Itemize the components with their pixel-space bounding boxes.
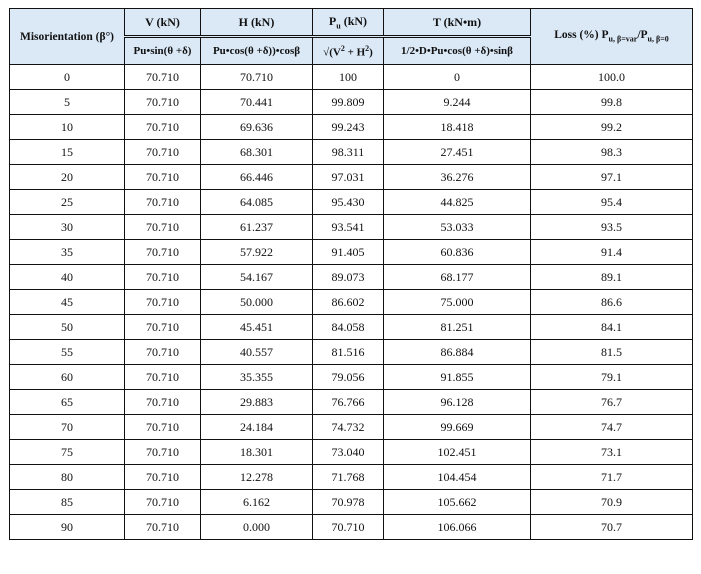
cell-misorientation: 10: [10, 115, 125, 140]
cell-t: 9.244: [384, 90, 531, 115]
cell-h: 0.000: [201, 515, 313, 540]
cell-h: 68.301: [201, 140, 313, 165]
cell-t: 102.451: [384, 440, 531, 465]
cell-v: 70.710: [125, 265, 201, 290]
cell-v: 70.710: [125, 490, 201, 515]
cell-pu: 93.541: [313, 215, 384, 240]
cell-misorientation: 70: [10, 415, 125, 440]
cell-misorientation: 80: [10, 465, 125, 490]
cell-t: 91.855: [384, 365, 531, 390]
header-pu-subscript: u: [336, 21, 341, 31]
header-loss-divider: /P: [637, 29, 648, 42]
cell-loss: 95.4: [531, 190, 693, 215]
cell-pu: 73.040: [313, 440, 384, 465]
cell-h: 70.441: [201, 90, 313, 115]
cell-misorientation: 60: [10, 365, 125, 390]
table-row: [10, 190, 693, 215]
cell-loss: 71.7: [531, 465, 693, 490]
cell-v: 70.710: [125, 290, 201, 315]
cell-t: 86.884: [384, 340, 531, 365]
table-row: [10, 65, 693, 90]
cell-pu: 84.058: [313, 315, 384, 340]
cell-t: 96.128: [384, 390, 531, 415]
header-v: V (kN): [125, 9, 201, 37]
cell-t: 36.276: [384, 165, 531, 190]
cell-loss: 70.9: [531, 490, 693, 515]
cell-pu: 86.602: [313, 290, 384, 315]
cell-t: 99.669: [384, 415, 531, 440]
formula-v: Pu•sin(θ +δ): [125, 37, 201, 65]
cell-t: 105.662: [384, 490, 531, 515]
cell-t: 0: [384, 65, 531, 90]
cell-misorientation: 15: [10, 140, 125, 165]
cell-h: 57.922: [201, 240, 313, 265]
cell-v: 70.710: [125, 340, 201, 365]
cell-h: 29.883: [201, 390, 313, 415]
cell-misorientation: 85: [10, 490, 125, 515]
header-pu: [313, 9, 384, 37]
formula-pu-pre: √(V: [323, 46, 341, 59]
cell-pu: 81.516: [313, 340, 384, 365]
cell-v: 70.710: [125, 90, 201, 115]
cell-pu: 70.710: [313, 515, 384, 540]
cell-loss: 81.5: [531, 340, 693, 365]
cell-pu: 76.766: [313, 390, 384, 415]
cell-loss: 86.6: [531, 290, 693, 315]
table-container: [9, 8, 693, 540]
table-row: [10, 465, 693, 490]
cell-misorientation: 55: [10, 340, 125, 365]
table-row: [10, 115, 693, 140]
cell-pu: 74.732: [313, 415, 384, 440]
header-loss-subscript-2: u, β=0: [647, 34, 669, 44]
table-row: [10, 240, 693, 265]
table-row: [10, 290, 693, 315]
cell-loss: 100.0: [531, 65, 693, 90]
cell-pu: 99.243: [313, 115, 384, 140]
cell-loss: 89.1: [531, 265, 693, 290]
cell-v: 70.710: [125, 190, 201, 215]
cell-loss: 97.1: [531, 165, 693, 190]
cell-v: 70.710: [125, 315, 201, 340]
table-row: [10, 165, 693, 190]
cell-t: 44.825: [384, 190, 531, 215]
cell-pu: 89.073: [313, 265, 384, 290]
cell-v: 70.710: [125, 165, 201, 190]
cell-misorientation: 75: [10, 440, 125, 465]
formula-pu-exp-1: 2: [340, 43, 345, 53]
cell-pu: 79.056: [313, 365, 384, 390]
table-row: [10, 140, 693, 165]
cell-t: 81.251: [384, 315, 531, 340]
cell-pu: 70.978: [313, 490, 384, 515]
cell-v: 70.710: [125, 115, 201, 140]
cell-pu: 98.311: [313, 140, 384, 165]
table-row: [10, 215, 693, 240]
cell-h: 66.446: [201, 165, 313, 190]
cell-misorientation: 0: [10, 65, 125, 90]
cell-t: 18.418: [384, 115, 531, 140]
header-pu-unit: (kN): [340, 13, 368, 28]
cell-loss: 70.7: [531, 515, 693, 540]
cell-v: 70.710: [125, 440, 201, 465]
table-body: [10, 65, 693, 540]
header-t: T (kN•m): [384, 9, 531, 37]
table-row: [10, 440, 693, 465]
cell-pu: 100: [313, 65, 384, 90]
cell-v: 70.710: [125, 240, 201, 265]
table-row: [10, 515, 693, 540]
cell-v: 70.710: [125, 515, 201, 540]
cell-misorientation: 35: [10, 240, 125, 265]
cell-misorientation: 30: [10, 215, 125, 240]
cell-misorientation: 90: [10, 515, 125, 540]
table-row: [10, 90, 693, 115]
cell-h: 40.557: [201, 340, 313, 365]
header-loss-prefix: Loss (%) P: [554, 29, 609, 42]
cell-loss: 79.1: [531, 365, 693, 390]
cell-misorientation: 50: [10, 315, 125, 340]
cell-misorientation: 20: [10, 165, 125, 190]
table-row: [10, 340, 693, 365]
cell-loss: 99.2: [531, 115, 693, 140]
cell-t: 60.836: [384, 240, 531, 265]
cell-t: 68.177: [384, 265, 531, 290]
cell-misorientation: 25: [10, 190, 125, 215]
cell-v: 70.710: [125, 390, 201, 415]
cell-misorientation: 5: [10, 90, 125, 115]
cell-pu: 97.031: [313, 165, 384, 190]
cell-v: 70.710: [125, 465, 201, 490]
cell-misorientation: 40: [10, 265, 125, 290]
table-row: [10, 490, 693, 515]
cell-h: 6.162: [201, 490, 313, 515]
table-row: [10, 390, 693, 415]
cell-v: 70.710: [125, 140, 201, 165]
cell-loss: 98.3: [531, 140, 693, 165]
table-row: [10, 415, 693, 440]
cell-h: 35.355: [201, 365, 313, 390]
cell-t: 27.451: [384, 140, 531, 165]
cell-h: 70.710: [201, 65, 313, 90]
cell-h: 18.301: [201, 440, 313, 465]
cell-loss: 76.7: [531, 390, 693, 415]
cell-h: 64.085: [201, 190, 313, 215]
formula-pu: [313, 37, 384, 65]
cell-h: 54.167: [201, 265, 313, 290]
cell-pu: 91.405: [313, 240, 384, 265]
cell-loss: 99.8: [531, 90, 693, 115]
cell-h: 69.636: [201, 115, 313, 140]
cell-t: 53.033: [384, 215, 531, 240]
cell-misorientation: 45: [10, 290, 125, 315]
cell-h: 50.000: [201, 290, 313, 315]
cell-h: 45.451: [201, 315, 313, 340]
header-pu-symbol: P: [328, 13, 337, 28]
cell-v: 70.710: [125, 415, 201, 440]
header-loss-subscript-1: u, β=var: [608, 34, 638, 44]
cell-pu: 99.809: [313, 90, 384, 115]
cell-t: 104.454: [384, 465, 531, 490]
table-row: [10, 365, 693, 390]
formula-pu-mid: + H: [344, 46, 366, 59]
header-misorientation: Misorientation (β°): [10, 9, 125, 65]
cell-loss: 93.5: [531, 215, 693, 240]
cell-v: 70.710: [125, 215, 201, 240]
cell-pu: 71.768: [313, 465, 384, 490]
cell-loss: 91.4: [531, 240, 693, 265]
cell-v: 70.710: [125, 65, 201, 90]
cell-t: 106.066: [384, 515, 531, 540]
table-row: [10, 265, 693, 290]
header-loss: [531, 9, 693, 65]
formula-pu-exp-2: 2: [365, 43, 370, 53]
formula-pu-post: ): [369, 46, 373, 59]
cell-loss: 84.1: [531, 315, 693, 340]
cell-loss: 73.1: [531, 440, 693, 465]
cell-loss: 74.7: [531, 415, 693, 440]
results-table: [9, 8, 693, 540]
cell-h: 61.237: [201, 215, 313, 240]
cell-h: 24.184: [201, 415, 313, 440]
table-row: [10, 315, 693, 340]
formula-h: Pu•cos(θ +δ))•cosβ: [201, 37, 313, 65]
cell-h: 12.278: [201, 465, 313, 490]
cell-v: 70.710: [125, 365, 201, 390]
cell-t: 75.000: [384, 290, 531, 315]
cell-misorientation: 65: [10, 390, 125, 415]
cell-pu: 95.430: [313, 190, 384, 215]
header-h: H (kN): [201, 9, 313, 37]
formula-t: 1/2•D•Pu•cos(θ +δ)•sinβ: [384, 37, 531, 65]
